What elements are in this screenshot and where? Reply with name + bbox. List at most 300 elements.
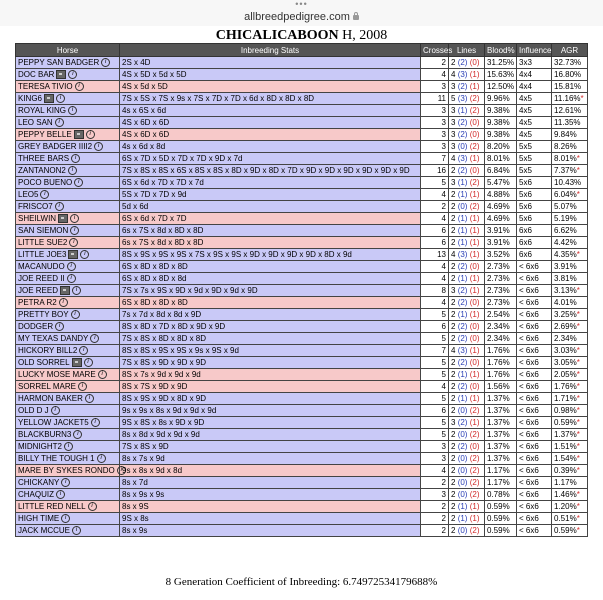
blood-percent-cell: 1.37% — [485, 441, 517, 453]
lines-cell — [449, 213, 485, 225]
col-header-inbreeding-stats[interactable]: Inbreeding Stats — [120, 44, 421, 57]
table-row — [16, 381, 588, 393]
influence-cell: < 6x6 — [517, 477, 552, 489]
agr-value: 1.51% — [554, 441, 577, 451]
info-circle-icon[interactable]: i — [80, 250, 89, 259]
horse-link[interactable]: YELLOW JACKET5 — [18, 417, 89, 427]
table-row — [16, 501, 588, 513]
inbreeding-stats-cell: 9s x 9s x 8s x 9d x 9d x 9d — [120, 405, 421, 417]
lines-cell — [449, 393, 485, 405]
horse-name-cell — [16, 285, 120, 297]
agr-value: 1.71% — [554, 393, 577, 403]
lines-sire-side: (2) — [457, 321, 468, 331]
lines-dam-side: (0) — [469, 321, 480, 331]
lines-total: 2 — [451, 201, 456, 211]
info-circle-icon[interactable]: i — [55, 118, 64, 127]
influence-cell: 4x5 — [517, 129, 552, 141]
inbreeding-stats-cell: 8S x 9S x 9S x 9S x 7S x 9S x 9S x 9D x 9D x 9D x 9D x 8D x 9d — [120, 249, 421, 261]
lines-cell — [449, 141, 485, 153]
horse-link[interactable]: MARE BY SYKES RONDO — [18, 465, 115, 475]
photo-icon[interactable] — [74, 130, 84, 139]
inbreeding-stats-cell: 9s x 8s x 9d x 8d — [120, 465, 421, 477]
info-circle-icon[interactable]: i — [91, 418, 100, 427]
horse-link[interactable]: PRETTY BOY — [18, 309, 69, 319]
horse-link[interactable]: LITTLE JOE3 — [18, 249, 67, 259]
horse-link[interactable]: MACANUDO — [18, 261, 65, 271]
inbreeding-stats-cell: 7S x 8S x 9D — [120, 441, 421, 453]
influence-cell: < 6x6 — [517, 465, 552, 477]
blood-percent-cell: 8.20% — [485, 141, 517, 153]
lines-total: 3 — [451, 417, 456, 427]
col-header-agr[interactable]: AGR — [552, 44, 588, 57]
blood-percent-cell: 2.73% — [485, 273, 517, 285]
crosses-cell: 2 — [421, 501, 449, 513]
lines-dam-side: (1) — [469, 153, 480, 163]
info-circle-icon[interactable]: i — [68, 106, 77, 115]
info-circle-icon[interactable]: i — [97, 454, 106, 463]
influence-cell: 4x5 — [517, 93, 552, 105]
inbreeding-stats-cell: 4S x 6D x 6D — [120, 117, 421, 129]
agr-star: * — [576, 369, 580, 379]
lines-sire-side: (2) — [457, 357, 468, 367]
influence-cell: < 6x6 — [517, 525, 552, 537]
info-circle-icon[interactable]: i — [101, 58, 110, 67]
agr-value: 4.01% — [554, 297, 577, 307]
crosses-cell: 4 — [421, 69, 449, 81]
info-circle-icon[interactable]: i — [85, 394, 94, 403]
info-circle-icon[interactable]: i — [69, 238, 78, 247]
info-circle-icon[interactable]: i — [75, 82, 84, 91]
agr-cell — [552, 249, 588, 261]
info-circle-icon[interactable]: i — [78, 382, 87, 391]
table-row — [16, 489, 588, 501]
table-row — [16, 285, 588, 297]
blood-percent-cell: 4.69% — [485, 213, 517, 225]
agr-cell — [552, 393, 588, 405]
inbreeding-stats-cell: 6S x 6d x 7D x 7D x 7d — [120, 177, 421, 189]
blood-percent-cell: 1.56% — [485, 381, 517, 393]
table-row — [16, 249, 588, 261]
agr-star: * — [576, 489, 580, 499]
influence-cell: < 6x6 — [517, 273, 552, 285]
info-circle-icon[interactable]: i — [86, 130, 95, 139]
info-circle-icon[interactable]: i — [40, 190, 49, 199]
lines-sire-side: (2) — [457, 285, 468, 295]
agr-star: * — [576, 405, 580, 415]
agr-value: 9.84% — [554, 129, 577, 139]
lines-total: 2 — [451, 309, 456, 319]
info-circle-icon[interactable]: i — [67, 262, 76, 271]
agr-value: 1.54% — [554, 453, 577, 463]
inbreeding-stats-cell: 4s x 6d x 8d — [120, 141, 421, 153]
table-row — [16, 201, 588, 213]
crosses-cell: 4 — [421, 381, 449, 393]
table-row — [16, 417, 588, 429]
blood-percent-cell: 9.38% — [485, 129, 517, 141]
lines-total: 2 — [451, 189, 456, 199]
horse-link[interactable]: DODGER — [18, 321, 54, 331]
agr-value: 6.62% — [554, 225, 577, 235]
page-title — [0, 28, 603, 44]
agr-star: * — [576, 417, 580, 427]
horse-link[interactable]: PETRA R2 — [18, 297, 57, 307]
horse-link[interactable]: PEPPY BELLE — [18, 129, 72, 139]
influence-cell: < 6x6 — [517, 321, 552, 333]
info-circle-icon[interactable]: i — [64, 442, 73, 451]
lines-total: 2 — [451, 261, 456, 271]
horse-name-cell — [16, 501, 120, 513]
agr-value: 11.16% — [554, 93, 581, 103]
table-row — [16, 273, 588, 285]
info-circle-icon[interactable]: i — [79, 346, 88, 355]
agr-star: * — [576, 189, 580, 199]
horse-name-cell — [16, 345, 120, 357]
agr-star: * — [576, 453, 580, 463]
browser-menu-dots[interactable]: ••• — [295, 0, 308, 9]
crosses-cell: 3 — [421, 441, 449, 453]
lines-cell — [449, 441, 485, 453]
horse-name-cell — [16, 465, 120, 477]
lines-total: 2 — [451, 513, 456, 523]
info-circle-icon[interactable]: i — [72, 526, 81, 535]
influence-cell: < 6x6 — [517, 261, 552, 273]
lines-sire-side: (2) — [457, 57, 468, 67]
horse-link[interactable]: HARMON BAKER — [18, 393, 83, 403]
blood-percent-cell: 1.37% — [485, 417, 517, 429]
lines-dam-side: (2) — [469, 477, 480, 487]
photo-icon[interactable] — [60, 286, 70, 295]
lines-sire-side: (3) — [457, 69, 468, 79]
info-circle-icon[interactable]: i — [94, 142, 103, 151]
horse-link[interactable]: DOC BAR — [18, 69, 55, 79]
inbreeding-stats-cell: 6s x 7S x 8d x 8D x 8D — [120, 225, 421, 237]
horse-link[interactable]: LITTLE RED NELL — [18, 501, 86, 511]
inbreeding-stats-cell: 4S x 6D x 6D — [120, 129, 421, 141]
agr-cell — [552, 465, 588, 477]
info-circle-icon[interactable]: i — [90, 334, 99, 343]
horse-link[interactable]: SAN SIEMON — [18, 225, 69, 235]
crosses-cell: 3 — [421, 129, 449, 141]
agr-value: 2.05% — [554, 369, 577, 379]
crosses-cell: 6 — [421, 321, 449, 333]
horse-link[interactable]: ZANTANON2 — [18, 165, 66, 175]
info-circle-icon[interactable]: i — [51, 406, 60, 415]
horse-link[interactable]: LEO5 — [18, 189, 39, 199]
horse-link[interactable]: LEO SAN — [18, 117, 53, 127]
horse-name-cell — [16, 141, 120, 153]
agr-value: 6.04% — [554, 189, 577, 199]
lines-total: 4 — [451, 69, 456, 79]
info-circle-icon[interactable]: i — [56, 490, 65, 499]
lines-dam-side: (2) — [469, 405, 480, 415]
table-row — [16, 261, 588, 273]
horse-link[interactable]: POCO BUENO — [18, 177, 73, 187]
horse-name-cell — [16, 177, 120, 189]
crosses-cell: 5 — [421, 429, 449, 441]
horse-name-cell — [16, 321, 120, 333]
horse-link[interactable]: HIGH TIME — [18, 513, 60, 523]
influence-cell: 5x5 — [517, 153, 552, 165]
horse-name-cell — [16, 105, 120, 117]
horse-name-cell — [16, 513, 120, 525]
crosses-cell: 5 — [421, 417, 449, 429]
crosses-cell: 2 — [421, 201, 449, 213]
influence-cell: < 6x6 — [517, 441, 552, 453]
col-header-influence[interactable]: Influence — [517, 44, 552, 57]
lines-sire-side: (1) — [457, 225, 468, 235]
table-row — [16, 69, 588, 81]
influence-cell: 6x6 — [517, 225, 552, 237]
horse-name-cell — [16, 297, 120, 309]
agr-value: 0.59% — [554, 525, 577, 535]
influence-cell: < 6x6 — [517, 405, 552, 417]
crosses-cell: 3 — [421, 105, 449, 117]
inbreeding-coefficient: 8 Generation Coefficient of Inbreeding: 6.74972534179688% — [165, 576, 438, 588]
lines-sire-side: (2) — [457, 261, 468, 271]
info-circle-icon[interactable]: i — [98, 370, 107, 379]
lines-dam-side: (2) — [469, 453, 480, 463]
crosses-cell: 5 — [421, 369, 449, 381]
horse-link[interactable]: BLACKBURN3 — [18, 429, 72, 439]
info-circle-icon[interactable]: i — [70, 226, 79, 235]
inbreeding-stats-cell: 7s x 7d x 8d x 8d x 9D — [120, 309, 421, 321]
horse-name-cell — [16, 153, 120, 165]
agr-value: 7.37% — [554, 165, 577, 175]
info-circle-icon[interactable]: i — [68, 166, 77, 175]
agr-cell — [552, 93, 588, 105]
influence-cell: 4x5 — [517, 117, 552, 129]
horse-name-cell — [16, 357, 120, 369]
info-circle-icon[interactable]: i — [68, 70, 77, 79]
info-circle-icon[interactable]: i — [71, 310, 80, 319]
lines-cell — [449, 129, 485, 141]
horse-name-cell — [16, 81, 120, 93]
lines-cell — [449, 105, 485, 117]
lines-dam-side: (1) — [469, 501, 480, 511]
lines-total: 3 — [451, 117, 456, 127]
lines-dam-side: (1) — [469, 417, 480, 427]
table-row — [16, 321, 588, 333]
agr-cell — [552, 105, 588, 117]
blood-percent-cell: 2.73% — [485, 285, 517, 297]
agr-value: 10.43% — [554, 177, 582, 187]
lines-total: 2 — [451, 501, 456, 511]
lines-sire-side: (2) — [457, 333, 468, 343]
lines-cell — [449, 525, 485, 537]
agr-cell — [552, 165, 588, 177]
lines-dam-side: (2) — [469, 201, 480, 211]
horse-link[interactable]: CHAQUIZ — [18, 489, 54, 499]
horse-link[interactable]: JOE REED II — [18, 273, 65, 283]
info-circle-icon[interactable]: i — [61, 478, 70, 487]
inbreeding-stats-cell: 7S x 8S x 8S x 6S x 8S x 8S x 8D x 9D x 8D x 7D x 9D x 9D x 9D x 9D x 9D x 9D — [120, 165, 421, 177]
crosses-cell: 3 — [421, 141, 449, 153]
horse-link[interactable]: MIDNIGHT2 — [18, 441, 62, 451]
inbreeding-stats-cell: 8S x 7s x 9d x 9d x 9d — [120, 369, 421, 381]
lines-dam-side: (1) — [469, 393, 480, 403]
lines-total: 2 — [451, 453, 456, 463]
crosses-cell: 5 — [421, 357, 449, 369]
horse-name-cell — [16, 69, 120, 81]
browser-url[interactable] — [0, 10, 603, 24]
horse-link[interactable]: SORREL MARE — [18, 381, 76, 391]
photo-icon[interactable] — [58, 214, 68, 223]
horse-link[interactable]: THREE BARS — [18, 153, 70, 163]
horse-link[interactable]: PEPPY SAN BADGER — [18, 57, 100, 67]
lines-dam-side: (0) — [469, 117, 480, 127]
info-circle-icon[interactable]: i — [55, 322, 64, 331]
blood-percent-cell: 4.88% — [485, 189, 517, 201]
influence-cell: < 6x6 — [517, 333, 552, 345]
table-row — [16, 81, 588, 93]
inbreeding-stats-cell: 8s x 9s — [120, 525, 421, 537]
table-row — [16, 213, 588, 225]
horse-link[interactable]: JOE REED — [18, 285, 59, 295]
photo-icon[interactable] — [68, 250, 78, 259]
agr-cell — [552, 141, 588, 153]
influence-cell: < 6x6 — [517, 393, 552, 405]
info-circle-icon[interactable]: i — [61, 514, 70, 523]
horse-link[interactable]: JACK MCCUE — [18, 525, 71, 535]
horse-link[interactable]: HICKORY BILL2 — [18, 345, 78, 355]
lines-sire-side: (1) — [457, 189, 468, 199]
info-circle-icon[interactable]: i — [84, 358, 93, 367]
info-circle-icon[interactable]: i — [56, 94, 65, 103]
lines-dam-side: (2) — [469, 465, 480, 475]
influence-cell: 5x6 — [517, 189, 552, 201]
lines-sire-side: (1) — [457, 105, 468, 115]
agr-star: * — [576, 513, 580, 523]
inbreeding-stats-cell: 8s x 7s x 9d — [120, 453, 421, 465]
influence-cell: < 6x6 — [517, 429, 552, 441]
agr-cell — [552, 333, 588, 345]
agr-cell — [552, 261, 588, 273]
agr-cell — [552, 501, 588, 513]
blood-percent-cell: 0.59% — [485, 525, 517, 537]
col-header-lines[interactable]: Lines — [449, 44, 485, 57]
influence-cell: < 6x6 — [517, 369, 552, 381]
lines-total: 2 — [451, 381, 456, 391]
col-header-blood[interactable]: Blood% — [485, 44, 517, 57]
horse-link[interactable]: LITTLE SUE2 — [18, 237, 68, 247]
blood-percent-cell: 8.01% — [485, 153, 517, 165]
lines-sire-side: (1) — [457, 393, 468, 403]
info-circle-icon[interactable]: i — [70, 214, 79, 223]
horse-link[interactable]: SHEILWIN — [18, 213, 57, 223]
inbreeding-stats-cell: 8s x 9S — [120, 501, 421, 513]
info-circle-icon[interactable]: i — [73, 430, 82, 439]
col-header-crosses[interactable]: Crosses — [421, 44, 449, 57]
photo-icon[interactable] — [72, 358, 82, 367]
agr-cell — [552, 429, 588, 441]
horse-link[interactable]: LUCKY MOSE MARE — [18, 369, 96, 379]
blood-percent-cell: 5.47% — [485, 177, 517, 189]
lines-dam-side: (2) — [469, 105, 480, 115]
crosses-cell: 3 — [421, 81, 449, 93]
agr-cell — [552, 513, 588, 525]
lines-total: 5 — [451, 93, 456, 103]
lines-dam-side: (1) — [469, 225, 480, 235]
agr-value: 3.05% — [554, 357, 577, 367]
agr-value: 0.59% — [554, 417, 577, 427]
lines-total: 2 — [451, 297, 456, 307]
table-row — [16, 117, 588, 129]
lines-cell — [449, 405, 485, 417]
lines-total: 2 — [451, 525, 456, 535]
crosses-cell: 4 — [421, 189, 449, 201]
horse-link[interactable]: OLD SORREL — [18, 357, 70, 367]
horse-link[interactable]: GREY BADGER IIII2 — [18, 141, 93, 151]
info-circle-icon[interactable]: i — [88, 502, 97, 511]
lines-sire-side: (3) — [457, 153, 468, 163]
table-row — [16, 177, 588, 189]
lines-sire-side: (0) — [457, 429, 468, 439]
table-row — [16, 297, 588, 309]
horse-name-cell — [16, 405, 120, 417]
agr-cell — [552, 201, 588, 213]
horse-link[interactable]: MY TEXAS DANDY — [18, 333, 89, 343]
crosses-cell: 4 — [421, 273, 449, 285]
lines-cell — [449, 297, 485, 309]
horse-link[interactable]: FRISCO7 — [18, 201, 53, 211]
blood-percent-cell: 1.37% — [485, 453, 517, 465]
horse-name-cell — [16, 429, 120, 441]
info-circle-icon[interactable]: i — [67, 274, 76, 283]
horse-link[interactable]: CHICKANY — [18, 477, 60, 487]
horse-link[interactable]: KING6 — [18, 93, 43, 103]
info-circle-icon[interactable]: i — [55, 202, 64, 211]
influence-cell: < 6x6 — [517, 285, 552, 297]
influence-cell: < 6x6 — [517, 453, 552, 465]
horse-link[interactable]: ROYAL KING — [18, 105, 67, 115]
col-header-horse[interactable]: Horse — [16, 44, 120, 57]
agr-value: 1.20% — [554, 501, 577, 511]
lines-total: 2 — [451, 321, 456, 331]
influence-cell: < 6x6 — [517, 417, 552, 429]
photo-icon[interactable] — [44, 94, 54, 103]
table-row — [16, 237, 588, 249]
crosses-cell: 4 — [421, 213, 449, 225]
blood-percent-cell: 9.96% — [485, 93, 517, 105]
crosses-cell: 2 — [421, 477, 449, 489]
lines-sire-side: (2) — [457, 381, 468, 391]
horse-link[interactable]: OLD D J — [18, 405, 49, 415]
agr-value: 1.46% — [554, 489, 577, 499]
inbreeding-stats-cell: 7S x 8S x 9D x 9D x 9D — [120, 357, 421, 369]
blood-percent-cell: 1.37% — [485, 405, 517, 417]
inbreeding-stats-cell: 7S x 7s x 9S x 9D x 9d x 9D x 9d x 9D — [120, 285, 421, 297]
lines-dam-side: (0) — [469, 381, 480, 391]
horse-name-cell — [16, 273, 120, 285]
agr-cell — [552, 357, 588, 369]
table-row — [16, 393, 588, 405]
agr-cell — [552, 381, 588, 393]
photo-icon[interactable] — [56, 70, 66, 79]
lines-sire-side: (1) — [457, 501, 468, 511]
info-circle-icon[interactable]: i — [72, 286, 81, 295]
horse-name-cell — [16, 261, 120, 273]
horse-name-cell — [16, 309, 120, 321]
agr-cell — [552, 81, 588, 93]
agr-cell — [552, 369, 588, 381]
agr-cell — [552, 285, 588, 297]
info-circle-icon[interactable]: i — [71, 154, 80, 163]
horse-link[interactable]: TERESA TIVIO — [18, 81, 73, 91]
lines-sire-side: (0) — [457, 477, 468, 487]
horse-link[interactable]: BILLY THE TOUGH 1 — [18, 453, 95, 463]
info-circle-icon[interactable]: i — [74, 178, 83, 187]
info-circle-icon[interactable]: i — [59, 298, 68, 307]
